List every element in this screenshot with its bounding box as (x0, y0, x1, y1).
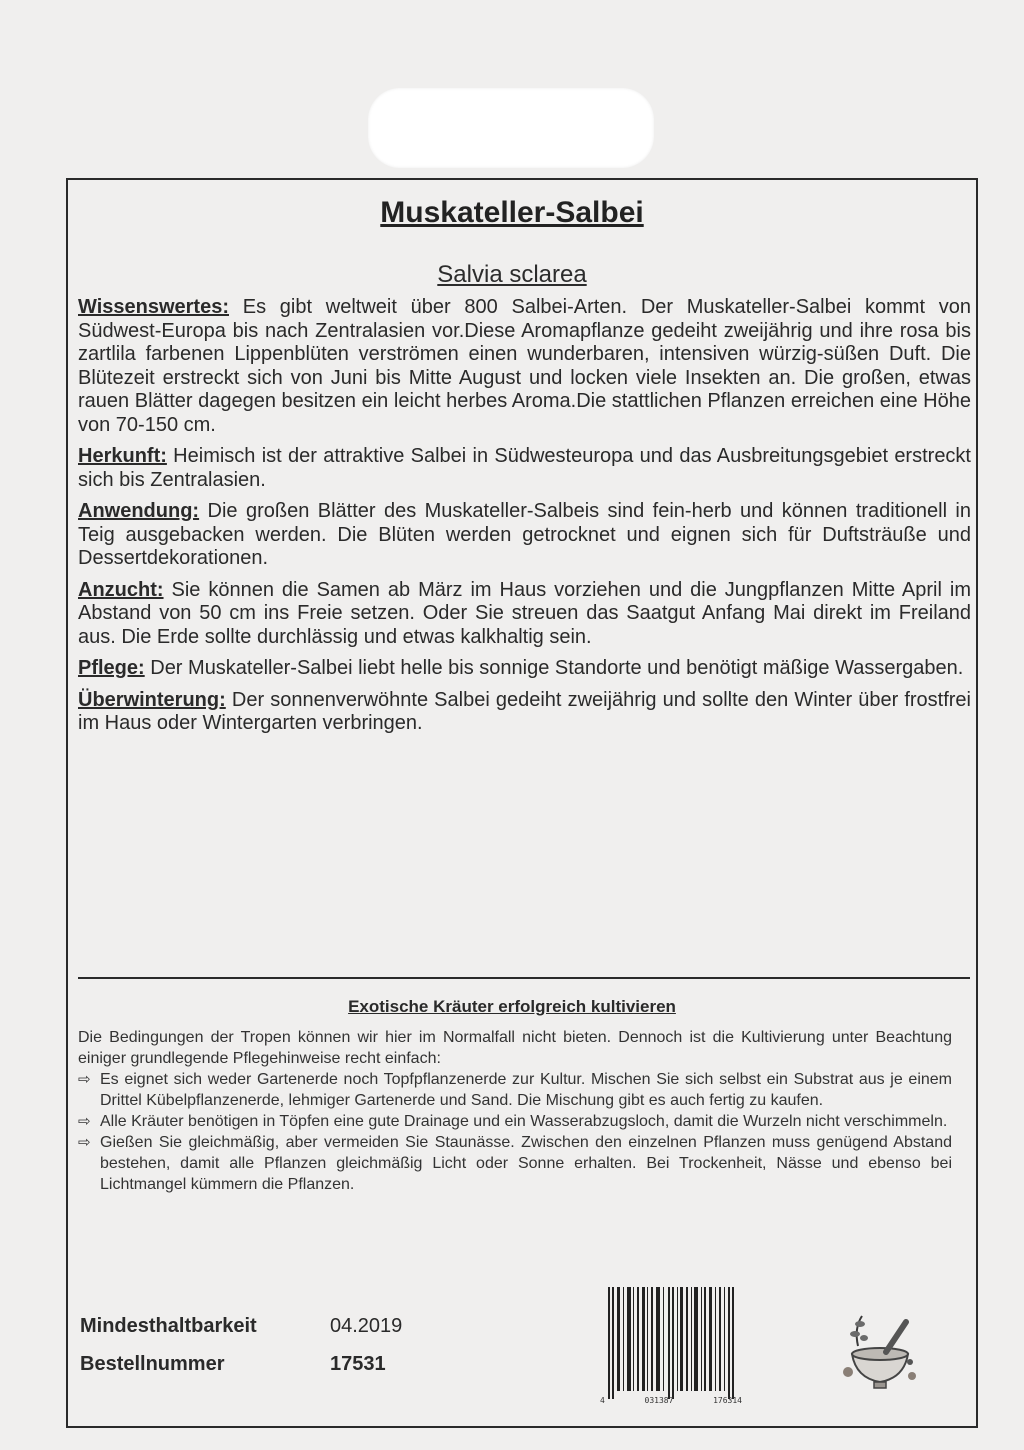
list-item (78, 1111, 952, 1132)
section-heading: Überwinterung: (78, 688, 226, 711)
section-text: Der sonnenverwöhnte Salbei gedeiht zweijährig und sollte den Winter über frostfrei im Haus oder Wintergarten verbringen. (78, 688, 971, 734)
bullet-text: Gießen Sie gleichmäßig, aber vermeiden Sie Staunässe. Zwischen den einzelnen Pflanzen muss genügend Abstand bestehen, damit alle Pflanzen gleichmäßig Licht oder Sonne erhalten. Bei Trockenheit, Nässe und ebenso bei Lichtmangel kümmern die Pflanzen. (100, 1134, 952, 1193)
exotic-intro: Die Bedingungen der Tropen können wir hier im Normalfall nicht bieten. Dennoch ist die Kultivierung unter Beachtung einiger grundlegende Pflegehinweise recht einfach: (78, 1029, 952, 1067)
section-text: Sie können die Samen ab März im Haus vorziehen und die Jungpflanzen Mitte April im Abstand von 50 cm ins Freie setzen. Oder Sie streuen das Saatgut Anfang Mai direkt im Freiland aus. Die Erde sollte durchlässig und etwas kalkhaltig sein. (78, 578, 971, 648)
section-heading: Pflege: (78, 657, 145, 679)
barcode-digits (600, 1396, 742, 1405)
barcode-digits-left: 031387 (644, 1396, 674, 1405)
section-heading: Herkunft: (78, 445, 167, 467)
section-text: Es gibt weltweit über 800 Salbei-Arten. Der Muskateller-Salbei kommt von Südwest-Europa bis nach Zentralasien vor.Diese Aromapflanze gedeiht zweijährig und ihre rosa bis zartlila farbenen Lippenblüten verströmen einen wunderbaren, intensiven würzig-süßen Duft. Die Blütezeit erstreckt sich von Juni bis Mitte August und locken viele Insekten an. Die großen, etwas rauen Blätter dagegen besitzen ein leicht herbes Aroma.Die stattlichen Pflanzen erreichen eine Höhe von 70-150 cm. (78, 296, 971, 436)
herb-mortar-icon (840, 1302, 920, 1392)
exotic-herbs-title: Exotische Kräuter erfolgreich kultivieren (348, 997, 676, 1016)
best-before-label: Mindesthaltbarkeit (80, 1315, 257, 1337)
order-number-label: Bestellnummer (80, 1353, 225, 1375)
description-sections (78, 296, 971, 744)
section-herkunft (78, 445, 971, 492)
list-item (78, 1132, 952, 1195)
barcode (606, 1287, 736, 1399)
arrow-right-icon: ⇨ (78, 1134, 91, 1151)
section-heading: Wissenswertes: (78, 296, 229, 318)
exotic-bullet-list (78, 1069, 952, 1195)
exotic-herbs-block (78, 1027, 952, 1195)
section-anzucht (78, 579, 971, 650)
product-title: Muskateller-Salbei (380, 196, 644, 229)
order-number-value: 17531 (330, 1353, 386, 1375)
section-pflege (78, 657, 971, 681)
section-heading: Anwendung: (78, 500, 200, 522)
barcode-digit-prefix: 4 (600, 1396, 605, 1405)
section-ueberwinterung (78, 689, 971, 736)
section-text: Die großen Blätter des Muskateller-Salbeis sind fein-herb und können traditionell in Teig ausgebacken werden. Die Blüten werden getrocknet und eignen sich für Duftsträuße und Dessertdekorationen. (78, 500, 971, 569)
arrow-right-icon: ⇨ (78, 1071, 91, 1088)
barcode-digits-right: 176314 (713, 1396, 742, 1405)
botanical-name: Salvia sclarea (437, 261, 587, 288)
hang-hole (368, 88, 654, 168)
section-wissenswertes (78, 296, 971, 437)
best-before-value: 04.2019 (330, 1315, 403, 1337)
bullet-text: Es eignet sich weder Gartenerde noch Topfpflanzenerde zur Kultur. Mischen Sie sich selbst ein Substrat aus je einem Drittel Kübelpflanzenerde, lehmiger Gartenerde und Sand. Die Mischung gibt es auch fertig zu kaufen. (100, 1071, 952, 1109)
divider (78, 977, 970, 979)
section-text: Heimisch ist der attraktive Salbei in Südwesteuropa und das Ausbreitungsgebiet erstreckt sich bis Zentralasien. (78, 445, 971, 491)
section-text: Der Muskateller-Salbei liebt helle bis sonnige Standorte und benötigt mäßige Wassergaben. (144, 657, 964, 679)
arrow-right-icon: ⇨ (78, 1113, 91, 1130)
section-heading: Anzucht: (78, 578, 164, 601)
section-anwendung (78, 500, 971, 571)
bullet-text: Alle Kräuter benötigen in Töpfen eine gute Drainage und ein Wasserabzugsloch, damit die Wurzeln nicht verschimmeln. (100, 1113, 948, 1130)
list-item (78, 1069, 952, 1111)
